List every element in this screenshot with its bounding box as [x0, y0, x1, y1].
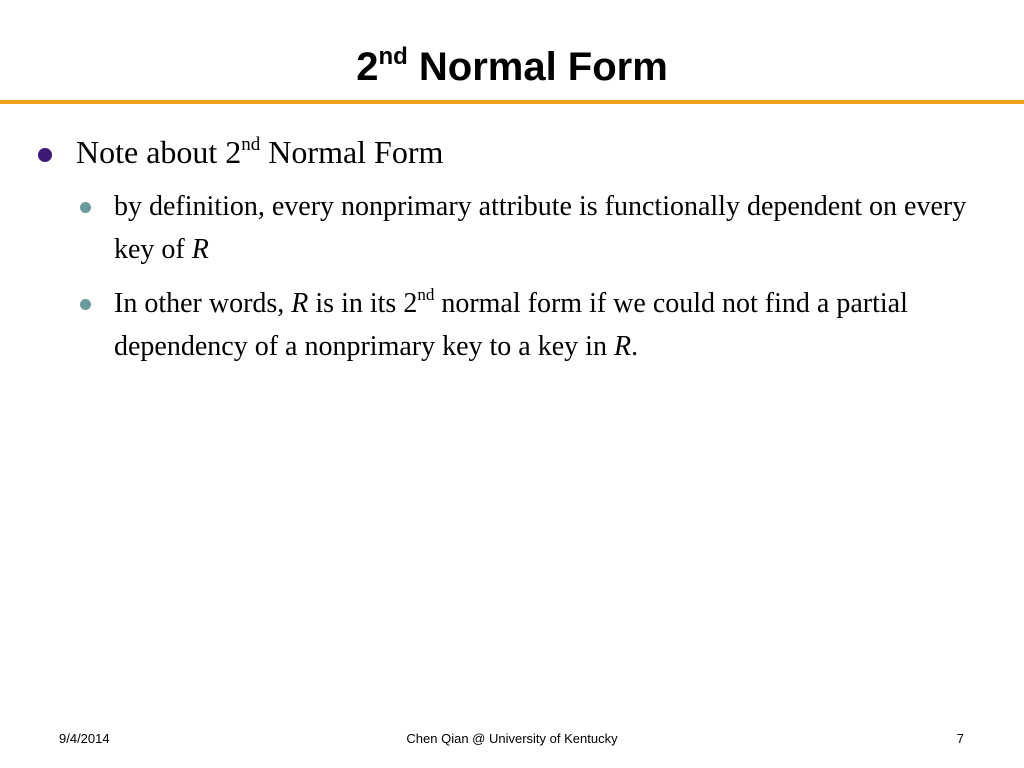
- footer-date: 9/4/2014: [59, 731, 110, 746]
- bullet-level1-text: Note about 2nd Normal Form: [76, 134, 444, 170]
- bullet-level2-icon: [80, 299, 91, 310]
- bullet-level1-icon: [38, 148, 52, 162]
- title-superscript: nd: [378, 43, 408, 70]
- title-divider: [0, 100, 1024, 104]
- slide-title: [0, 40, 1024, 94]
- bullet-item-definition: by definition, every nonprimary attribute is functionally dependent on every key of R: [114, 191, 967, 265]
- footer-page-number: 7: [956, 731, 964, 746]
- footer-author: Chen Qian @ University of Kentucky: [406, 731, 618, 746]
- title-number: 2: [356, 45, 379, 89]
- title-text: Normal Form: [407, 45, 668, 89]
- bullet-level2-icon: [80, 202, 91, 213]
- bullet-item-other-words: In other words, R is in its 2nd normal form if we could not find a partial dependency of a nonprimary key to a key in R.: [114, 285, 908, 362]
